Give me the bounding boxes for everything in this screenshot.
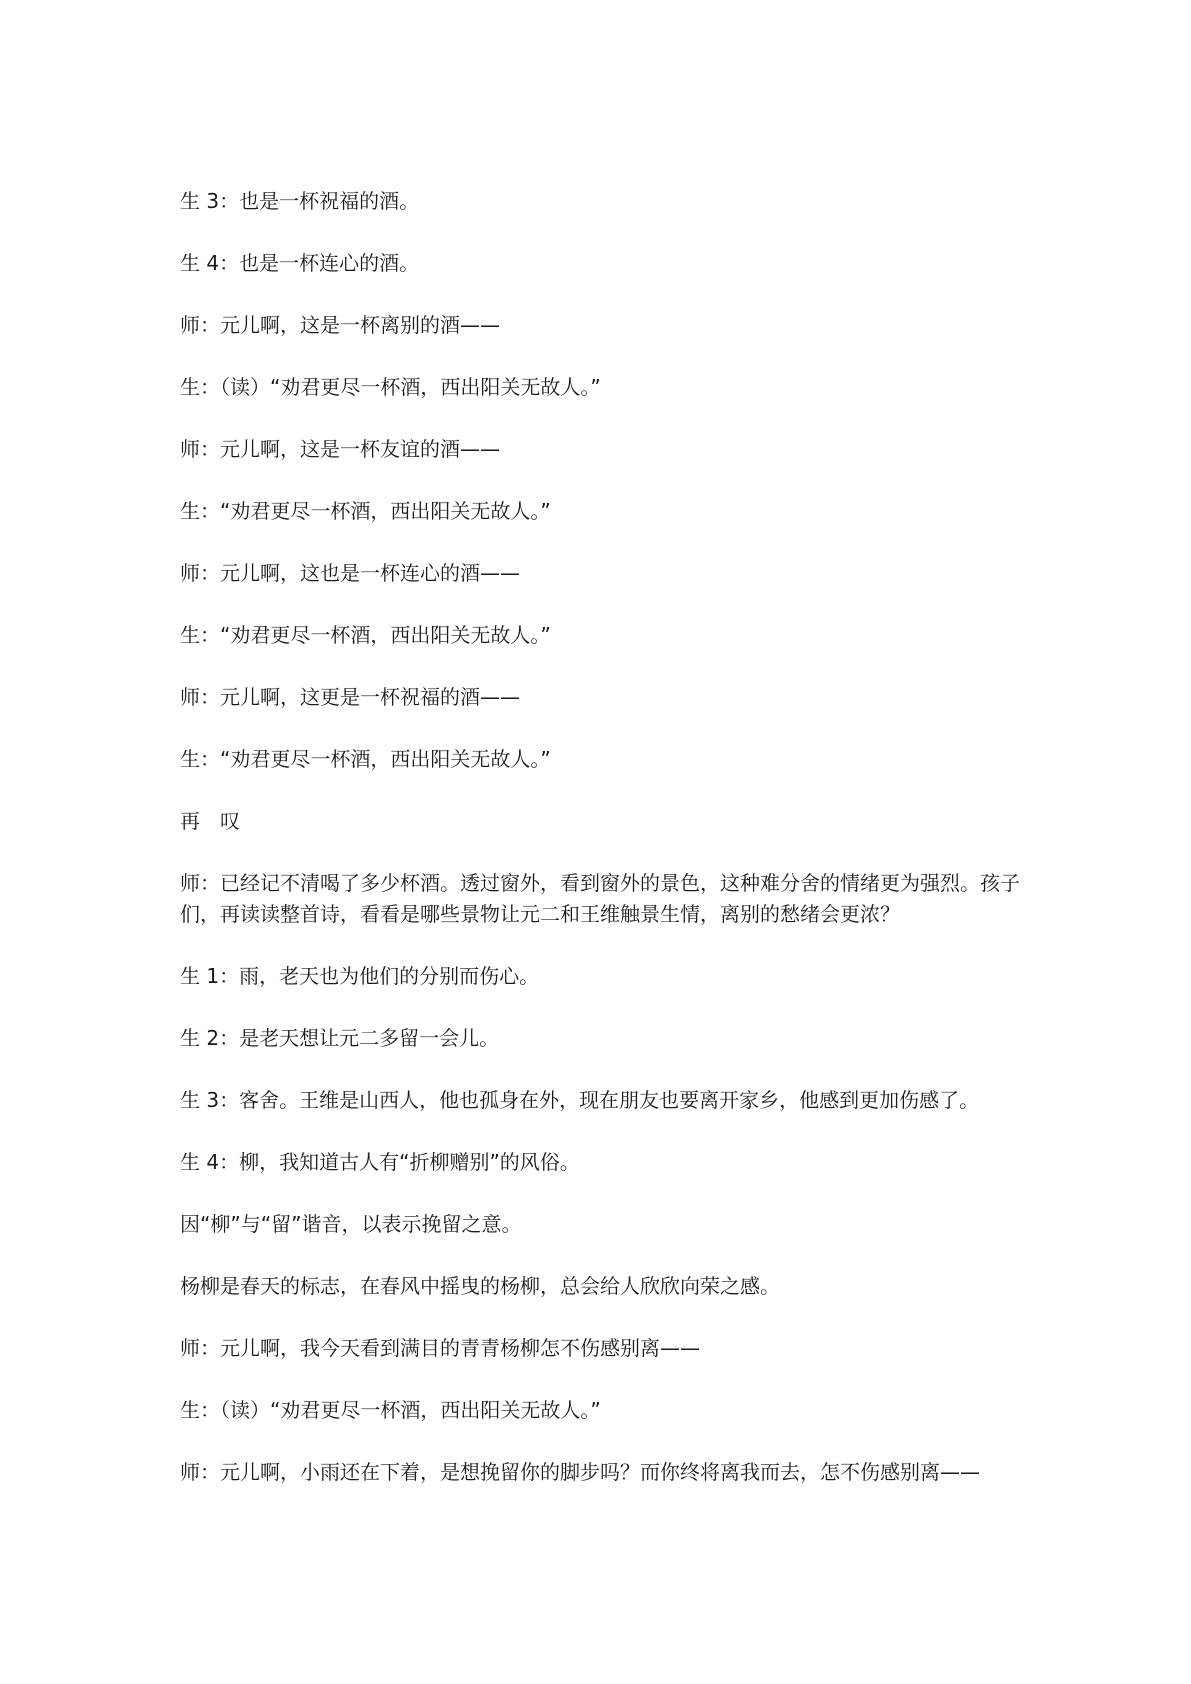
section-heading: 再 叹	[180, 809, 240, 833]
paragraph-teacher-rain: 师：元儿啊，小雨还在下着，是想挽留你的脚步吗？而你终将离我而去，怎不伤感别离——	[180, 1460, 980, 1484]
paragraph-student3-blessing: 生 3：也是一杯祝福的酒。	[180, 189, 420, 213]
paragraph-student3-inn: 生 3：客舍。王维是山西人，他也孤身在外，现在朋友也要离开家乡，他感到更加伤感了。	[180, 1088, 980, 1112]
paragraph-student4-connected: 生 4：也是一杯连心的酒。	[180, 251, 420, 275]
paragraph-student-read-1: 生：（读）“劝君更尽一杯酒，西出阳关无故人。”	[180, 375, 601, 399]
paragraph-teacher-farewell: 师：元儿啊，这是一杯离别的酒——	[180, 313, 500, 337]
paragraph-student1-rain: 生 1：雨，老天也为他们的分别而伤心。	[180, 964, 540, 988]
paragraph-willow-homophone: 因“柳”与“留”谐音，以表示挽留之意。	[180, 1212, 522, 1236]
paragraph-student-read-2: 生：“劝君更尽一杯酒，西出阳关无故人。”	[180, 499, 551, 523]
paragraph-student4-willow: 生 4：柳，我知道古人有“折柳赠别”的风俗。	[180, 1150, 580, 1174]
paragraph-teacher-blessing: 师：元儿啊，这更是一杯祝福的酒——	[180, 685, 520, 709]
paragraph-student-read-3: 生：“劝君更尽一杯酒，西出阳关无故人。”	[180, 623, 551, 647]
paragraph-student2-stay: 生 2：是老天想让元二多留一会儿。	[180, 1026, 500, 1050]
paragraph-teacher-scenery: 师：已经记不清喝了多少杯酒。透过窗外，看到窗外的景色，这种难分舍的情绪更为强烈。孩子们，再读读整首诗，看看是哪些景物让元二和王维触景生情，离别的愁绪会更浓？	[180, 871, 1020, 926]
paragraph-student-read-5: 生：（读）“劝君更尽一杯酒，西出阳关无故人。”	[180, 1398, 601, 1422]
paragraph-teacher-friendship: 师：元儿啊，这是一杯友谊的酒——	[180, 437, 500, 461]
paragraph-willow-spring: 杨柳是春天的标志，在春风中摇曳的杨柳，总会给人欣欣向荣之感。	[180, 1274, 780, 1298]
paragraph-student-read-4: 生：“劝君更尽一杯酒，西出阳关无故人。”	[180, 747, 551, 771]
document-body	[180, 186, 1025, 1519]
paragraph-teacher-willows: 师：元儿啊，我今天看到满目的青青杨柳怎不伤感别离——	[180, 1336, 700, 1360]
paragraph-teacher-connected: 师：元儿啊，这也是一杯连心的酒——	[180, 561, 520, 585]
